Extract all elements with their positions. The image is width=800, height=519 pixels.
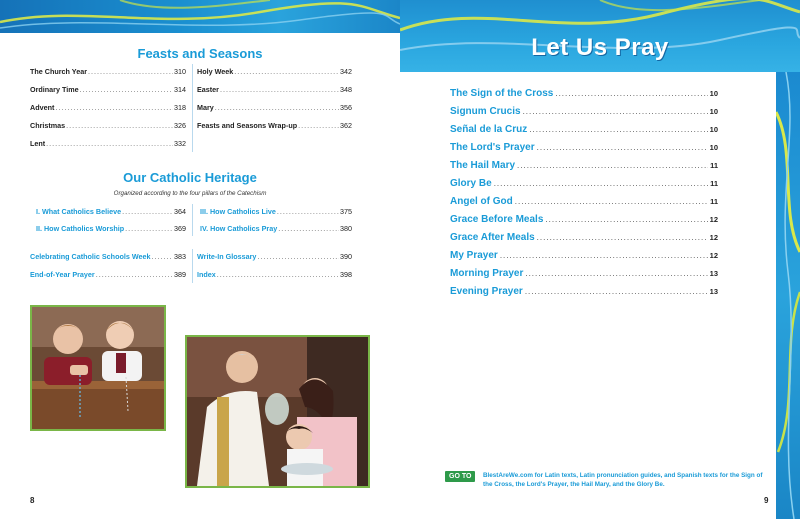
toc-dot-leader (298, 121, 339, 130)
prayer-page: 11 (710, 197, 718, 206)
toc-entry-page: 398 (340, 270, 352, 279)
toc-dot-leader (66, 121, 173, 130)
page-number: 8 (30, 496, 35, 505)
toc-dot-leader (529, 125, 707, 134)
toc-entry[interactable] (197, 252, 352, 261)
toc-entry-label: Christmas (30, 121, 66, 130)
prayer-toc-entry[interactable] (450, 88, 718, 99)
toc-dot-leader (80, 85, 173, 94)
prayer-page: 13 (709, 287, 718, 296)
toc-dot-leader (525, 287, 708, 296)
prayer-page: 13 (709, 269, 718, 278)
prayer-title: Grace Before Meals (450, 214, 544, 225)
toc-dot-leader (220, 85, 339, 94)
prayer-toc-entry[interactable] (450, 196, 718, 207)
prayer-page: 10 (709, 107, 718, 116)
toc-dot-leader (277, 207, 339, 216)
toc-dot-leader (515, 197, 708, 206)
toc-entry[interactable] (30, 252, 186, 261)
toc-dot-leader (152, 252, 174, 261)
toc-entry-label: The Church Year (30, 67, 87, 76)
toc-entry-label: Feasts and Seasons Wrap-up (197, 121, 298, 130)
toc-entry[interactable] (197, 67, 352, 76)
prayer-page: 12 (709, 251, 718, 260)
toc-entry-page: 390 (340, 252, 352, 261)
toc-entry-page: 383 (174, 252, 186, 261)
toc-entry[interactable] (197, 270, 352, 279)
prayer-page: 12 (709, 215, 718, 224)
toc-entry[interactable] (30, 103, 186, 112)
toc-entry[interactable] (200, 224, 352, 233)
toc-entry-page: 364 (174, 207, 186, 216)
toc-dot-leader (257, 252, 339, 261)
prayer-page: 12 (709, 233, 718, 242)
toc-dot-leader (55, 103, 173, 112)
prayer-title: My Prayer (450, 250, 498, 261)
photo-baptism-illustration (187, 337, 368, 486)
toc-dot-leader (555, 89, 707, 98)
toc-entry-page: 375 (340, 207, 352, 216)
toc-entry-label: Ordinary Time (30, 85, 79, 94)
goto-badge: GO TO (445, 471, 475, 482)
toc-dot-leader (523, 107, 708, 116)
prayer-title: Grace After Meals (450, 232, 535, 243)
toc-dot-leader (234, 67, 339, 76)
toc-entry[interactable] (197, 103, 352, 112)
toc-dot-leader (215, 103, 339, 112)
prayer-toc-entry[interactable] (450, 124, 718, 135)
toc-dot-leader (500, 251, 708, 260)
toc-entry[interactable] (30, 85, 186, 94)
toc-entry-label: Write-In Glossary (197, 252, 257, 261)
toc-dot-leader (537, 233, 708, 242)
toc-entry-label: Index (197, 270, 216, 279)
toc-entry[interactable] (200, 207, 352, 216)
toc-dot-leader (537, 143, 708, 152)
prayer-page: 11 (710, 161, 718, 170)
toc-entry[interactable] (30, 121, 186, 130)
prayer-toc-entry[interactable] (450, 106, 718, 117)
toc-entry-label: Mary (197, 103, 214, 112)
toc-entry-label: Lent (30, 139, 46, 148)
page-title: Let Us Pray (531, 34, 669, 61)
toc-entry-page: 326 (174, 121, 186, 130)
right-page-banner (400, 0, 800, 72)
toc-entry-label: III. How Catholics Live (200, 207, 276, 216)
toc-entry-page: 348 (340, 85, 352, 94)
column-divider (192, 204, 193, 236)
toc-entry-label: Advent (30, 103, 55, 112)
toc-entry-label: Easter (197, 85, 219, 94)
toc-dot-leader (46, 139, 173, 148)
toc-entry-page: 389 (174, 270, 186, 279)
prayer-page: 11 (710, 179, 718, 188)
toc-entry-label: Celebrating Catholic Schools Week (30, 252, 151, 261)
toc-entry[interactable] (30, 270, 186, 279)
prayer-toc-entry[interactable] (450, 286, 718, 297)
column-divider (192, 249, 193, 283)
toc-dot-leader (125, 224, 173, 233)
toc-entry-page: 380 (340, 224, 352, 233)
toc-entry[interactable] (30, 67, 186, 76)
toc-entry[interactable] (30, 139, 186, 148)
prayer-page: 10 (709, 125, 718, 134)
prayer-title: The Lord's Prayer (450, 142, 535, 153)
toc-entry[interactable] (36, 224, 186, 233)
toc-entry-page: 369 (174, 224, 186, 233)
prayer-title: Signum Crucis (450, 106, 521, 117)
prayer-title: Glory Be (450, 178, 492, 189)
toc-dot-leader (525, 269, 707, 278)
toc-dot-leader (96, 270, 173, 279)
prayer-page: 10 (709, 143, 718, 152)
banner-swirl-graphic (0, 0, 400, 33)
toc-entry[interactable] (197, 121, 352, 130)
prayer-title: The Sign of the Cross (450, 88, 554, 99)
prayer-title: The Hail Mary (450, 160, 516, 171)
page-edge-decoration (776, 72, 800, 519)
prayer-page: 10 (709, 89, 718, 98)
toc-entry-label: Holy Week (197, 67, 234, 76)
toc-entry-page: 318 (174, 103, 186, 112)
prayer-title: Angel of God (450, 196, 513, 207)
feasts-section-title: Feasts and Seasons (137, 46, 263, 61)
photo-baptism (185, 335, 370, 488)
goto-link-text[interactable]: BlestAreWe.com for Latin texts, Latin pronunciation guides, and Spanish texts for the Sign of the Cross, the Lord's Prayer, the Hail Mary, and the Glory Be. (483, 472, 763, 488)
toc-entry-page: 362 (340, 121, 352, 130)
heritage-section-title: Our Catholic Heritage (123, 170, 257, 185)
prayer-title: Evening Prayer (450, 286, 523, 297)
toc-dot-leader (545, 215, 707, 224)
prayer-toc-entry[interactable] (450, 232, 718, 243)
prayer-toc-entry[interactable] (450, 142, 718, 153)
column-divider (192, 64, 193, 152)
prayer-title: Señal de la Cruz (450, 124, 528, 135)
heritage-subtitle: Organized according to the four pillars of the Catechism (113, 190, 267, 197)
prayer-toc-entry[interactable] (450, 268, 718, 279)
photo-children-praying (30, 305, 166, 431)
toc-entry[interactable] (36, 207, 186, 216)
toc-entry[interactable] (197, 85, 352, 94)
toc-dot-leader (217, 270, 339, 279)
prayer-toc-entry[interactable] (450, 250, 718, 261)
photo-children-praying-illustration (32, 307, 164, 429)
toc-dot-leader (278, 224, 339, 233)
toc-dot-leader (517, 161, 708, 170)
toc-entry-label: IV. How Catholics Pray (200, 224, 278, 233)
toc-entry-label: II. How Catholics Worship (36, 224, 125, 233)
toc-entry-label: End-of-Year Prayer (30, 270, 95, 279)
toc-entry-label: I. What Catholics Believe (36, 207, 122, 216)
page-number: 9 (764, 496, 769, 505)
left-page-banner (0, 0, 400, 33)
prayer-title: Morning Prayer (450, 268, 524, 279)
toc-entry-page: 310 (174, 67, 186, 76)
toc-dot-leader (88, 67, 173, 76)
toc-entry-page: 356 (340, 103, 352, 112)
prayer-toc-entry[interactable] (450, 214, 718, 225)
toc-entry-page: 314 (174, 85, 186, 94)
edge-swirl-graphic (776, 72, 800, 519)
toc-dot-leader (494, 179, 708, 188)
toc-dot-leader (122, 207, 173, 216)
toc-entry-page: 342 (340, 67, 352, 76)
prayer-toc-entry[interactable] (450, 160, 718, 171)
prayer-toc-entry[interactable] (450, 178, 718, 189)
toc-entry-page: 332 (174, 139, 186, 148)
